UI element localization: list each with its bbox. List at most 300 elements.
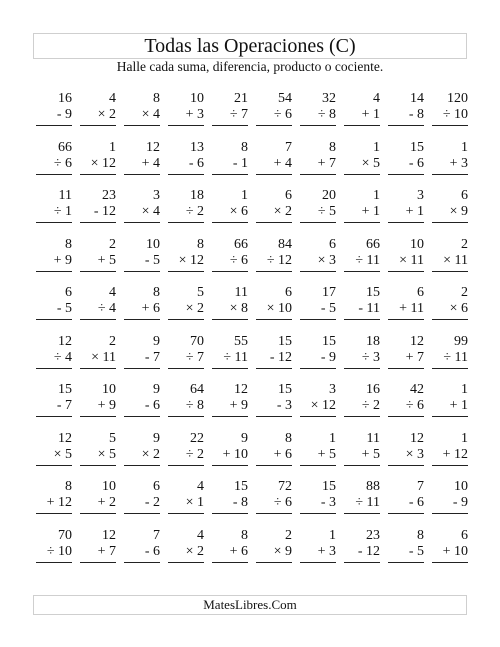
problem-operator-operand: - 9 — [432, 495, 468, 514]
problem-top-number: 54 — [278, 91, 292, 106]
problem-operator-operand: ÷ 10 — [36, 544, 72, 563]
problem — [338, 90, 382, 139]
problem-top-number: 4 — [109, 91, 116, 106]
problem-operator-operand: - 8 — [388, 107, 424, 126]
problem-top-number: 84 — [278, 236, 292, 252]
problem — [206, 90, 250, 139]
problem-top-number: 9 — [153, 382, 160, 397]
problem-top-number: 6 — [285, 285, 292, 300]
problem-operator-operand: - 6 — [124, 544, 160, 563]
problem — [338, 381, 382, 430]
problem-top-number: 8 — [153, 285, 160, 300]
problem-operator-operand: × 5 — [80, 447, 116, 466]
problem-top-number: 6 — [461, 188, 468, 203]
problem-operator-operand: ÷ 11 — [432, 350, 468, 369]
problem — [206, 187, 250, 236]
problem-top-number: 6 — [285, 188, 292, 203]
problem-operator-operand: ÷ 10 — [432, 107, 468, 126]
problem-operator-operand: × 6 — [212, 204, 248, 223]
problem-top-number: 5 — [109, 430, 116, 446]
problem — [162, 139, 206, 188]
problem — [30, 139, 74, 188]
problem — [382, 381, 426, 430]
problem-top-number: 4 — [109, 285, 116, 300]
problem-top-number: 3 — [153, 188, 160, 203]
problem-top-number: 10 — [454, 479, 468, 494]
problem — [162, 381, 206, 430]
problem-top-number: 10 — [102, 479, 116, 494]
problem — [294, 527, 338, 576]
problem — [118, 333, 162, 382]
problem-top-number: 15 — [322, 479, 336, 494]
problem — [294, 430, 338, 479]
problem — [382, 90, 426, 139]
problem-top-number: 8 — [285, 430, 292, 446]
problem-operator-operand: - 7 — [124, 350, 160, 369]
problem-operator-operand: × 11 — [432, 253, 468, 272]
problem-top-number: 32 — [322, 91, 336, 106]
problem-top-number: 2 — [109, 333, 116, 349]
problem-top-number: 6 — [65, 285, 72, 300]
problem — [74, 90, 118, 139]
problem-operator-operand: ÷ 3 — [344, 350, 380, 369]
problem-operator-operand: × 2 — [168, 544, 204, 563]
problem-operator-operand: ÷ 2 — [168, 204, 204, 223]
problem-operator-operand: × 10 — [256, 301, 292, 320]
problem-top-number: 70 — [190, 333, 204, 349]
problem-top-number: 13 — [190, 139, 204, 155]
problem — [382, 139, 426, 188]
problem-operator-operand: × 4 — [124, 204, 160, 223]
problem — [118, 139, 162, 188]
problem-operator-operand: × 5 — [36, 447, 72, 466]
problem — [294, 381, 338, 430]
problem-top-number: 2 — [461, 285, 468, 300]
problem — [74, 139, 118, 188]
problem — [250, 430, 294, 479]
problem — [74, 333, 118, 382]
problem — [74, 478, 118, 527]
problem — [426, 478, 470, 527]
problem-operator-operand: + 9 — [36, 253, 72, 272]
problem-top-number: 4 — [197, 479, 204, 494]
problem-top-number: 4 — [373, 91, 380, 106]
problem-operator-operand: ÷ 8 — [300, 107, 336, 126]
problem-top-number: 10 — [410, 236, 424, 252]
problem — [30, 236, 74, 285]
problem — [162, 187, 206, 236]
problem — [294, 236, 338, 285]
problem-operator-operand: - 3 — [256, 398, 292, 417]
problem-top-number: 15 — [366, 285, 380, 300]
problem-top-number: 5 — [197, 285, 204, 300]
problem-operator-operand: + 9 — [80, 398, 116, 417]
problem — [162, 478, 206, 527]
problem — [426, 90, 470, 139]
problem — [250, 381, 294, 430]
problem-top-number: 1 — [329, 430, 336, 446]
problem — [294, 90, 338, 139]
problem — [206, 236, 250, 285]
problem-top-number: 9 — [241, 430, 248, 446]
problem — [250, 236, 294, 285]
problem-operator-operand: ÷ 2 — [168, 447, 204, 466]
problem — [206, 284, 250, 333]
problem-operator-operand: + 4 — [124, 156, 160, 175]
problem-top-number: 99 — [454, 333, 468, 349]
problem-operator-operand: × 5 — [344, 156, 380, 175]
problem — [74, 527, 118, 576]
problem-top-number: 10 — [146, 236, 160, 252]
problem — [30, 527, 74, 576]
problem — [206, 381, 250, 430]
problem-top-number: 9 — [153, 333, 160, 349]
problem-operator-operand: × 12 — [168, 253, 204, 272]
problem — [206, 478, 250, 527]
problem-top-number: 55 — [234, 333, 248, 349]
problem-operator-operand: × 12 — [300, 398, 336, 417]
problem — [162, 333, 206, 382]
problem — [382, 333, 426, 382]
problem-operator-operand: - 12 — [344, 544, 380, 563]
problem-operator-operand: ÷ 6 — [256, 107, 292, 126]
problem-operator-operand: × 2 — [256, 204, 292, 223]
problem — [250, 333, 294, 382]
problem — [338, 333, 382, 382]
problem — [162, 236, 206, 285]
problem-top-number: 15 — [58, 382, 72, 397]
problem-operator-operand: ÷ 11 — [344, 253, 380, 272]
problem-top-number: 18 — [190, 188, 204, 203]
problem — [294, 284, 338, 333]
problem-top-number: 7 — [285, 139, 292, 155]
problem — [426, 139, 470, 188]
problem — [74, 381, 118, 430]
problem-top-number: 8 — [65, 236, 72, 252]
problem-operator-operand: ÷ 12 — [256, 253, 292, 272]
problem — [426, 284, 470, 333]
problem — [206, 430, 250, 479]
problem-top-number: 120 — [447, 91, 468, 106]
problem-top-number: 7 — [417, 479, 424, 494]
problem — [206, 139, 250, 188]
problem-top-number: 9 — [153, 430, 160, 446]
worksheet-title: Todas las Operaciones (C) — [33, 33, 467, 59]
problem-top-number: 15 — [410, 139, 424, 155]
problem-top-number: 6 — [461, 527, 468, 543]
problem — [382, 284, 426, 333]
problem-top-number: 11 — [234, 285, 248, 300]
problem-operator-operand: ÷ 8 — [168, 398, 204, 417]
problem — [250, 90, 294, 139]
problem-top-number: 4 — [197, 527, 204, 543]
problem — [338, 236, 382, 285]
problem-operator-operand: - 6 — [388, 156, 424, 175]
problem — [118, 527, 162, 576]
problem-top-number: 17 — [322, 285, 336, 300]
problem-top-number: 11 — [366, 430, 380, 446]
problem-top-number: 22 — [190, 430, 204, 446]
problem-top-number: 8 — [65, 479, 72, 494]
problem-top-number: 12 — [146, 139, 160, 155]
problem-operator-operand: - 6 — [168, 156, 204, 175]
problem — [426, 381, 470, 430]
problem-top-number: 66 — [366, 236, 380, 252]
problem — [250, 527, 294, 576]
problem-operator-operand: - 2 — [124, 495, 160, 514]
problem-operator-operand: ÷ 6 — [212, 253, 248, 272]
problem-top-number: 12 — [102, 527, 116, 543]
problem-operator-operand: + 7 — [388, 350, 424, 369]
problem — [338, 527, 382, 576]
problem — [382, 430, 426, 479]
instructions: Halle cada suma, diferencia, producto o cociente. — [116, 59, 384, 74]
problem-operator-operand: + 1 — [388, 204, 424, 223]
problem — [118, 430, 162, 479]
problem-operator-operand: + 6 — [256, 447, 292, 466]
problem-operator-operand: + 1 — [344, 107, 380, 126]
problem-operator-operand: - 5 — [388, 544, 424, 563]
problem-operator-operand: + 11 — [388, 301, 424, 320]
problem — [162, 90, 206, 139]
problem-top-number: 1 — [329, 527, 336, 543]
problem-operator-operand: - 5 — [300, 301, 336, 320]
problem — [118, 381, 162, 430]
problem — [30, 478, 74, 527]
problem-operator-operand: ÷ 6 — [388, 398, 424, 417]
problem — [118, 236, 162, 285]
problem — [162, 527, 206, 576]
problem — [382, 187, 426, 236]
problem-top-number: 6 — [153, 479, 160, 494]
problem-top-number: 1 — [461, 430, 468, 446]
problem — [74, 430, 118, 479]
problem-operator-operand: + 4 — [256, 156, 292, 175]
problem — [338, 187, 382, 236]
problem — [118, 478, 162, 527]
problem-operator-operand: ÷ 11 — [344, 495, 380, 514]
footer-site: MatesLibres.Com — [33, 595, 467, 615]
problem-operator-operand: - 6 — [124, 398, 160, 417]
problem-operator-operand: - 1 — [212, 156, 248, 175]
problem-top-number: 15 — [234, 479, 248, 494]
problem-operator-operand: - 12 — [256, 350, 292, 369]
problem-operator-operand: + 3 — [432, 156, 468, 175]
problem-operator-operand: ÷ 7 — [212, 107, 248, 126]
problem-top-number: 8 — [153, 91, 160, 106]
problem-operator-operand: × 6 — [432, 301, 468, 320]
problem-top-number: 12 — [58, 430, 72, 446]
problem-operator-operand: + 1 — [432, 398, 468, 417]
problem — [426, 333, 470, 382]
problem-operator-operand: × 2 — [80, 107, 116, 126]
problem-operator-operand: + 9 — [212, 398, 248, 417]
problem-operator-operand: + 6 — [124, 301, 160, 320]
problem-operator-operand: + 3 — [300, 544, 336, 563]
problem-operator-operand: + 2 — [80, 495, 116, 514]
problem-top-number: 10 — [190, 91, 204, 106]
problem-operator-operand: - 6 — [388, 495, 424, 514]
problem-top-number: 12 — [234, 382, 248, 397]
problem-operator-operand: × 3 — [388, 447, 424, 466]
problem-operator-operand: × 11 — [80, 350, 116, 369]
problem — [162, 284, 206, 333]
problem — [30, 430, 74, 479]
problem-top-number: 12 — [410, 333, 424, 349]
problem-operator-operand: + 10 — [432, 544, 468, 563]
problem-top-number: 18 — [366, 333, 380, 349]
problem-top-number: 64 — [190, 382, 204, 397]
problem-top-number: 3 — [329, 382, 336, 397]
problem-operator-operand: - 7 — [36, 398, 72, 417]
problem — [294, 333, 338, 382]
problem — [30, 90, 74, 139]
problem-operator-operand: + 10 — [212, 447, 248, 466]
problem — [250, 478, 294, 527]
problem — [118, 187, 162, 236]
problem-top-number: 2 — [109, 236, 116, 252]
problem — [30, 284, 74, 333]
problem-operator-operand: + 6 — [212, 544, 248, 563]
problem-operator-operand: + 7 — [300, 156, 336, 175]
problem — [338, 430, 382, 479]
problem — [294, 139, 338, 188]
problem-operator-operand: - 11 — [344, 301, 380, 320]
problem-operator-operand: ÷ 4 — [36, 350, 72, 369]
problem-operator-operand: - 9 — [36, 107, 72, 126]
problem-operator-operand: ÷ 7 — [168, 350, 204, 369]
problem-top-number: 6 — [329, 236, 336, 252]
problem-top-number: 15 — [322, 333, 336, 349]
problem-top-number: 16 — [58, 91, 72, 106]
problem-top-number: 66 — [58, 139, 72, 155]
problem-operator-operand: ÷ 2 — [344, 398, 380, 417]
problem-top-number: 2 — [461, 236, 468, 252]
problem — [382, 236, 426, 285]
problem-top-number: 12 — [410, 430, 424, 446]
problem-operator-operand: + 5 — [80, 253, 116, 272]
problem-operator-operand: - 9 — [300, 350, 336, 369]
problem-top-number: 88 — [366, 479, 380, 494]
problem-top-number: 20 — [322, 188, 336, 203]
problem-top-number: 3 — [417, 188, 424, 203]
problem-top-number: 15 — [278, 333, 292, 349]
problem-top-number: 1 — [373, 188, 380, 203]
problem-operator-operand: × 11 — [388, 253, 424, 272]
problem-top-number: 23 — [366, 527, 380, 543]
problem — [426, 430, 470, 479]
problem-operator-operand: × 3 — [300, 253, 336, 272]
problem-top-number: 42 — [410, 382, 424, 397]
problem-operator-operand: × 8 — [212, 301, 248, 320]
problem — [118, 284, 162, 333]
problem — [162, 430, 206, 479]
problem — [30, 333, 74, 382]
problem-top-number: 14 — [410, 91, 424, 106]
problem-grid — [30, 90, 470, 575]
problem — [382, 527, 426, 576]
problem — [294, 187, 338, 236]
problem — [74, 284, 118, 333]
problem-top-number: 1 — [241, 188, 248, 203]
problem-top-number: 8 — [241, 527, 248, 543]
problem-operator-operand: × 2 — [168, 301, 204, 320]
problem-operator-operand: + 5 — [344, 447, 380, 466]
problem — [206, 333, 250, 382]
problem-operator-operand: + 12 — [432, 447, 468, 466]
problem-operator-operand: ÷ 1 — [36, 204, 72, 223]
problem-operator-operand: - 12 — [80, 204, 116, 223]
problem-top-number: 7 — [153, 527, 160, 543]
problem-operator-operand: ÷ 11 — [212, 350, 248, 369]
problem-top-number: 1 — [461, 382, 468, 397]
problem-top-number: 11 — [58, 188, 72, 203]
problem-top-number: 21 — [234, 91, 248, 106]
problem-operator-operand: × 2 — [124, 447, 160, 466]
problem-operator-operand: + 1 — [344, 204, 380, 223]
problem-top-number: 16 — [366, 382, 380, 397]
problem-top-number: 70 — [58, 527, 72, 543]
problem-top-number: 8 — [241, 139, 248, 155]
problem — [426, 187, 470, 236]
problem-operator-operand: ÷ 6 — [36, 156, 72, 175]
problem-top-number: 8 — [197, 236, 204, 252]
problem-operator-operand: - 8 — [212, 495, 248, 514]
problem-top-number: 2 — [285, 527, 292, 543]
problem — [338, 139, 382, 188]
problem-operator-operand: × 4 — [124, 107, 160, 126]
problem-operator-operand: + 5 — [300, 447, 336, 466]
problem — [294, 478, 338, 527]
problem — [426, 527, 470, 576]
problem-operator-operand: × 12 — [80, 156, 116, 175]
problem — [30, 381, 74, 430]
problem — [426, 236, 470, 285]
problem-operator-operand: × 9 — [256, 544, 292, 563]
problem-operator-operand: + 3 — [168, 107, 204, 126]
problem — [338, 284, 382, 333]
problem — [250, 284, 294, 333]
problem-top-number: 15 — [278, 382, 292, 397]
problem — [206, 527, 250, 576]
problem-operator-operand: ÷ 5 — [300, 204, 336, 223]
problem-operator-operand: - 5 — [124, 253, 160, 272]
problem-top-number: 66 — [234, 236, 248, 252]
problem — [118, 90, 162, 139]
problem-operator-operand: × 9 — [432, 204, 468, 223]
problem-top-number: 10 — [102, 382, 116, 397]
problem — [30, 187, 74, 236]
problem-top-number: 6 — [417, 285, 424, 300]
problem — [338, 478, 382, 527]
problem — [74, 236, 118, 285]
problem-operator-operand: ÷ 6 — [256, 495, 292, 514]
problem — [250, 187, 294, 236]
problem-operator-operand: - 3 — [300, 495, 336, 514]
problem-top-number: 8 — [417, 527, 424, 543]
problem-operator-operand: + 7 — [80, 544, 116, 563]
problem-top-number: 8 — [329, 139, 336, 155]
problem-top-number: 1 — [109, 139, 116, 155]
problem-top-number: 12 — [58, 333, 72, 349]
problem — [74, 187, 118, 236]
problem-top-number: 72 — [278, 479, 292, 494]
problem-top-number: 1 — [373, 139, 380, 155]
problem-operator-operand: - 5 — [36, 301, 72, 320]
problem-operator-operand: ÷ 4 — [80, 301, 116, 320]
problem-top-number: 1 — [461, 139, 468, 155]
problem-operator-operand: × 1 — [168, 495, 204, 514]
